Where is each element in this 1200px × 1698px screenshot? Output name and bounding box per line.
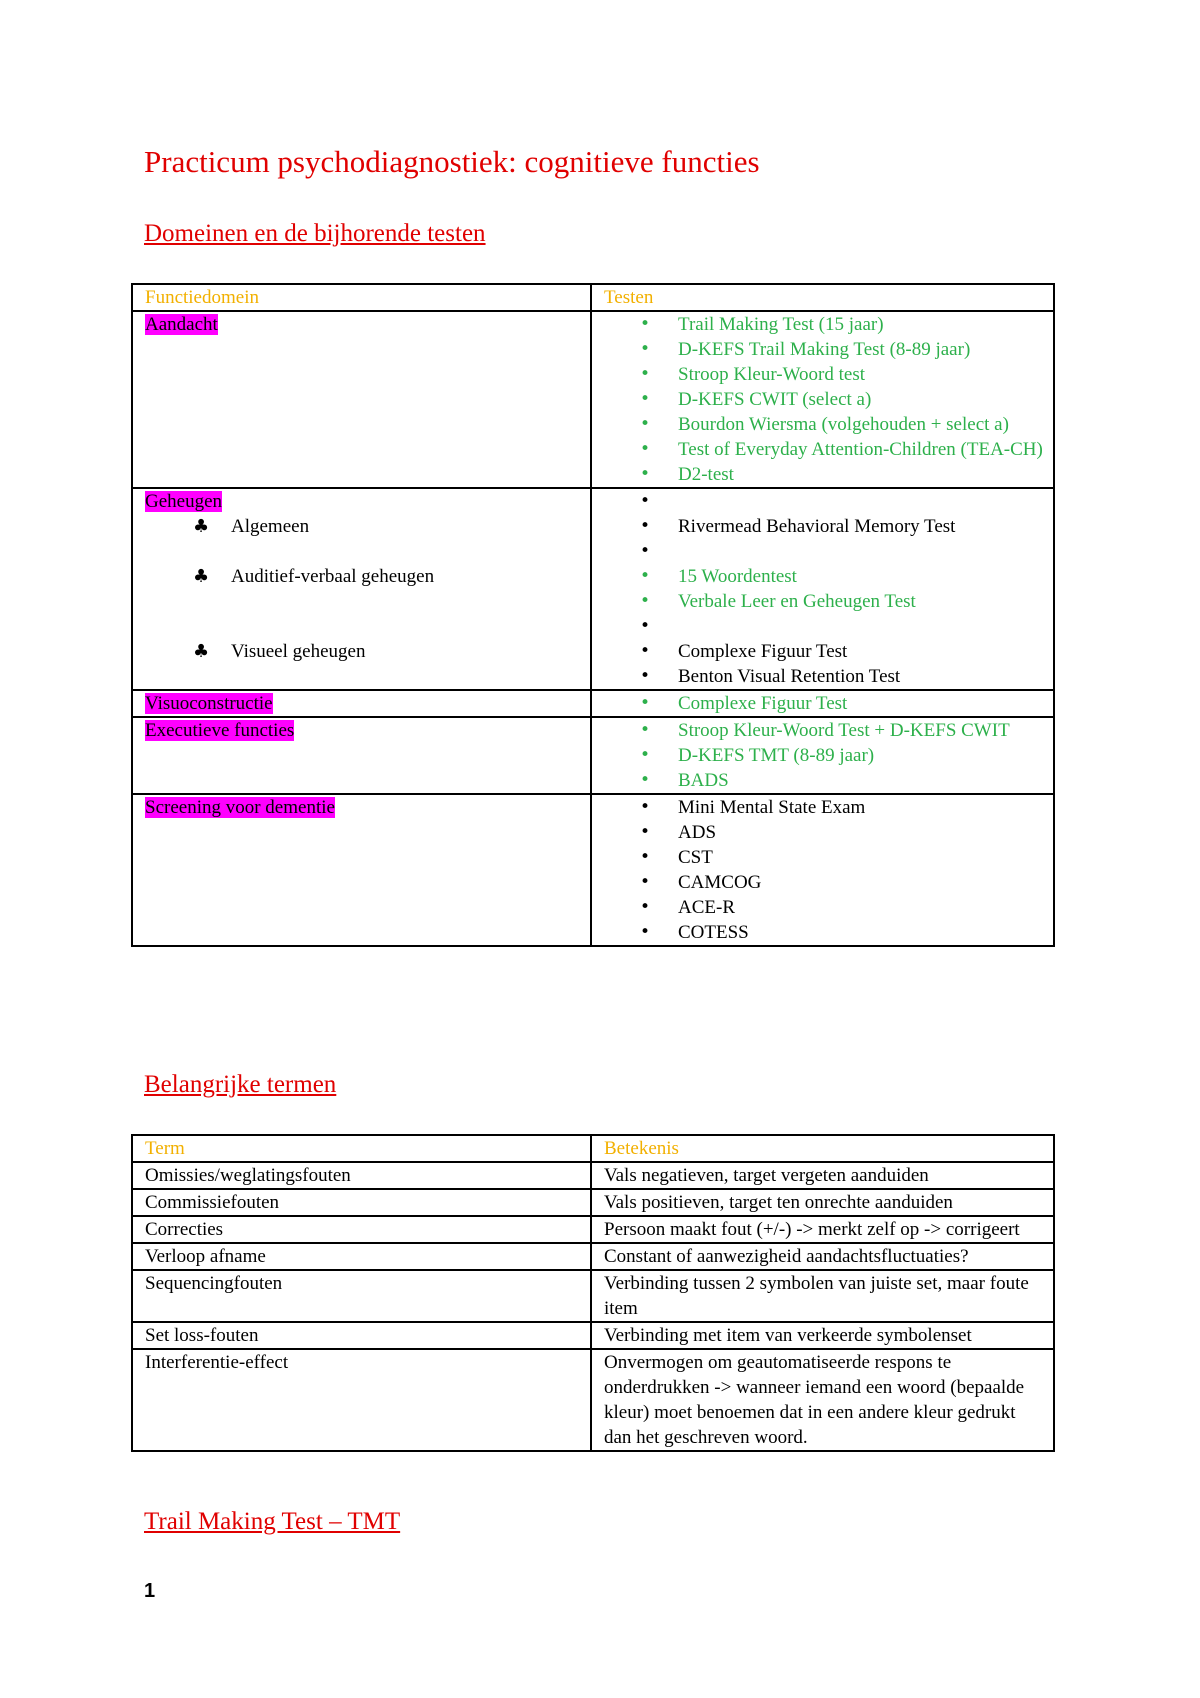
domain-label-visuoconstructie: Visuoconstructie <box>145 693 273 714</box>
section-heading-domains: Domeinen en de bijhorende testen <box>144 220 486 247</box>
list-item: • 15 Woordentest <box>604 564 1043 589</box>
list-item: • Stroop Kleur-Woord test <box>604 362 1043 387</box>
list-item: • COTESS <box>604 920 1043 945</box>
meaning-cell: Vals negatieven, target vergeten aanduiden <box>591 1162 1054 1189</box>
table-row <box>132 1322 1054 1349</box>
term-cell: Correcties <box>132 1216 591 1243</box>
list-item: • ADS <box>604 820 1043 845</box>
term-cell: Omissies/weglatingsfouten <box>132 1162 591 1189</box>
club-bullet-icon: ♣ <box>193 566 210 587</box>
page-number: 1 <box>144 1580 156 1602</box>
term-cell: Set loss-fouten <box>132 1322 591 1349</box>
header-cell-domain: Functiedomein <box>132 284 591 311</box>
table-row <box>132 1349 1054 1451</box>
tests-cell <box>591 717 1054 794</box>
domain-cell <box>132 717 591 794</box>
list-item: • BADS <box>604 768 1043 793</box>
tests-cell <box>591 794 1054 946</box>
list-item: • Mini Mental State Exam <box>604 795 1043 820</box>
table-row-visuoconstructie <box>132 690 1054 717</box>
document-title: Practicum psychodiagnostiek: cognitieve functies <box>144 144 760 179</box>
list-item: • CST <box>604 845 1043 870</box>
list-item: • Stroop Kleur-Woord Test + D-KEFS CWIT <box>604 718 1043 743</box>
list-item: • D-KEFS Trail Making Test (8-89 jaar) <box>604 337 1043 362</box>
table-row-geheugen <box>132 488 1054 690</box>
domain-cell <box>132 311 591 488</box>
header-cell-tests: Testen <box>591 284 1054 311</box>
sub-item-visueel: ♣ Visueel geheugen <box>193 641 366 662</box>
list-item: • Benton Visual Retention Test <box>604 664 1043 689</box>
list-item: • Verbale Leer en Geheugen Test <box>604 589 1043 614</box>
list-item: • Complexe Figuur Test <box>604 639 1043 664</box>
table-row <box>132 1243 1054 1270</box>
list-item: • D-KEFS TMT (8-89 jaar) <box>604 743 1043 768</box>
list-item: • CAMCOG <box>604 870 1043 895</box>
domain-label-dementie: Screening voor dementie <box>145 797 335 818</box>
header-cell-term: Term <box>132 1135 591 1162</box>
table-row <box>132 1162 1054 1189</box>
table-row <box>132 1216 1054 1243</box>
list-item: • Bourdon Wiersma (volgehouden + select a) <box>604 412 1043 437</box>
table-row <box>132 1270 1054 1322</box>
tests-cell <box>591 311 1054 488</box>
section-heading-tmt: Trail Making Test – TMT <box>144 1508 401 1535</box>
list-item: • Test of Everyday Attention-Children (TEA-CH) <box>604 437 1043 462</box>
list-item: • Rivermead Behavioral Memory Test <box>604 514 1043 539</box>
tests-cell <box>591 488 1054 690</box>
club-bullet-icon: ♣ <box>193 641 210 662</box>
domain-cell <box>132 690 591 717</box>
list-item: • Complexe Figuur Test <box>604 691 1043 716</box>
list-item: • ACE-R <box>604 895 1043 920</box>
table-row-aandacht <box>132 311 1054 488</box>
list-item: • D-KEFS CWIT (select a) <box>604 387 1043 412</box>
term-cell: Sequencingfouten <box>132 1270 591 1322</box>
header-cell-meaning: Betekenis <box>591 1135 1054 1162</box>
domain-cell <box>132 794 591 946</box>
terms-table <box>131 1134 1055 1452</box>
list-item: • Trail Making Test (15 jaar) <box>604 312 1043 337</box>
tests-cell <box>591 690 1054 717</box>
table-header-row <box>132 284 1054 311</box>
table-header-row <box>132 1135 1054 1162</box>
meaning-cell: Verbinding met item van verkeerde symbolenset <box>591 1322 1054 1349</box>
meaning-cell: Vals positieven, target ten onrechte aanduiden <box>591 1189 1054 1216</box>
meaning-cell: Constant of aanwezigheid aandachtsfluctuaties? <box>591 1243 1054 1270</box>
domain-label-executief: Executieve functies <box>145 720 295 741</box>
table-row <box>132 1189 1054 1216</box>
section-heading-terms: Belangrijke termen <box>144 1071 337 1098</box>
list-item: • D2-test <box>604 462 1043 487</box>
table-row-dementie <box>132 794 1054 946</box>
domain-label-geheugen: Geheugen <box>145 491 223 512</box>
meaning-cell: Persoon maakt fout (+/-) -> merkt zelf op -> corrigeert <box>591 1216 1054 1243</box>
club-bullet-icon: ♣ <box>193 516 210 537</box>
domains-table <box>131 283 1055 947</box>
sub-item-auditief: ♣ Auditief-verbaal geheugen <box>193 566 435 587</box>
domain-label-aandacht: Aandacht <box>145 314 218 335</box>
meaning-cell: Verbinding tussen 2 symbolen van juiste set, maar foute item <box>591 1270 1054 1322</box>
term-cell: Commissiefouten <box>132 1189 591 1216</box>
domain-cell <box>132 488 591 690</box>
term-cell: Interferentie-effect <box>132 1349 591 1451</box>
table-row-executief <box>132 717 1054 794</box>
meaning-cell: Onvermogen om geautomatiseerde respons te onderdrukken -> wanneer iemand een woord (bepaalde kleur) moet benoemen dat in een andere kleur gedrukt dan het geschreven woord. <box>591 1349 1054 1451</box>
sub-item-algemeen: ♣ Algemeen <box>193 516 310 537</box>
term-cell: Verloop afname <box>132 1243 591 1270</box>
